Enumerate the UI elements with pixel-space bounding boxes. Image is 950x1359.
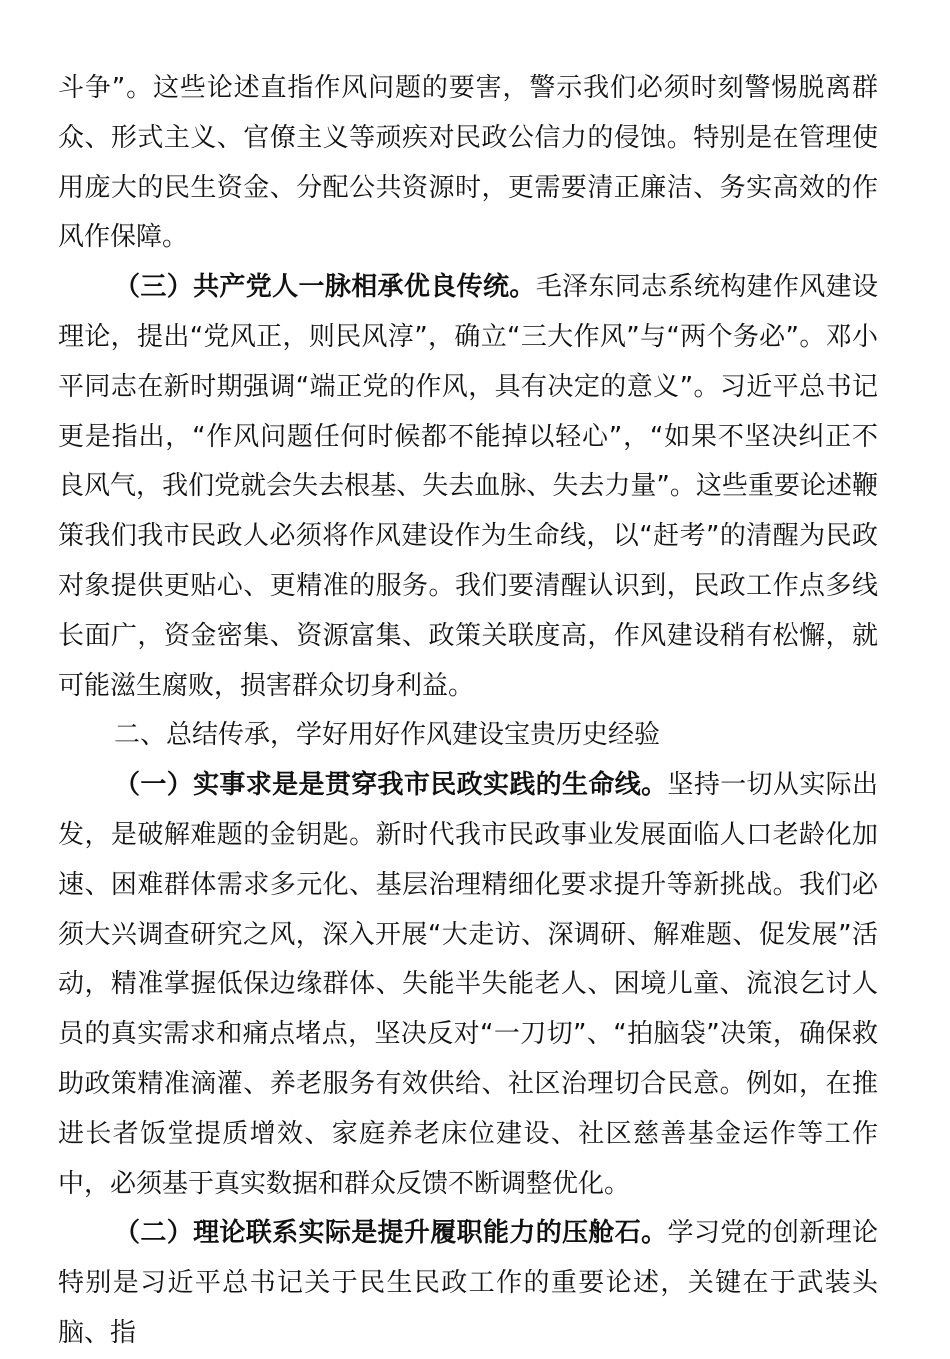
paragraph-section-two xyxy=(58,1209,878,1358)
paragraph-text: 坚持一切从实际出发，是破解难题的金钥匙。新时代我市民政事业发展面临人口老龄化加速、困难群体需求多元化、基层治理精细化要求提升等新挑战。我们必须大兴调查研究之风，深入开展“大走访、深调研、解难题、促发展”活动，精准掌握低保边缘群体、失能半失能老人、困境儿童、流浪乞讨人员的真实需求和痛点堵点，坚决反对“一刀切”、“拍脑袋”决策，确保救助政策精准滴灌、养老服务有效供给、社区治理切合民意。例如，在推进长者饭堂提质增效、家庭养老床位建设、社区慈善基金运作等工作中，必须基于真实数据和群众反馈不断调整优化。 xyxy=(58,770,878,1199)
paragraph-text: 斗争”。这些论述直指作风问题的要害，警示我们必须时刻警惕脱离群众、形式主义、官僚主义等顽疾对民政公信力的侵蚀。特别是在管理使用庞大的民生资金、分配公共资源时，更需要清正廉洁、务实高效的作风作保障。 xyxy=(58,73,878,253)
chapter-heading-text: 二、总结传承，学好用好作风建设宝贵历史经验 xyxy=(114,720,661,751)
paragraph-continuation xyxy=(58,64,878,263)
paragraph-text: 毛泽东同志系统构建作风建设理论，提出“党风正，则民风淳”，确立“三大作风”与“两个务必”。邓小平同志在新时期强调“端正党的作风，具有决定的意义”。习近平总书记更是指出，“作风问题任何时候都不能掉以轻心”，“如果不坚决纠正不良风气，我们党就会失去根基、失去血脉、失去力量”。这些重要论述鞭策我们我市民政人必须将作风建设作为生命线，以“赶考”的清醒为民政对象提供更贴心、更精准的服务。我们要清醒认识到，民政工作点多线长面广，资金密集、资源富集、政策关联度高，作风建设稍有松懈，就可能滋生腐败，损害群众切身利益。 xyxy=(58,272,878,701)
section-heading-three: （三）共产党人一脉相承优良传统。 xyxy=(114,272,536,303)
paragraph-section-three xyxy=(58,263,878,711)
section-heading-two: （二）理论联系实际是提升履职能力的压舱石。 xyxy=(114,1218,668,1249)
paragraph-section-one xyxy=(58,761,878,1209)
chapter-heading-two xyxy=(58,711,878,761)
document-page xyxy=(58,64,878,1359)
paragraph-text: 学习党的创新理论特别是习近平总书记关于民生民政工作的重要论述，关键在于武装头脑、指 xyxy=(58,1218,878,1348)
section-heading-one: （一）实事求是是贯穿我市民政实践的生命线。 xyxy=(114,770,668,801)
